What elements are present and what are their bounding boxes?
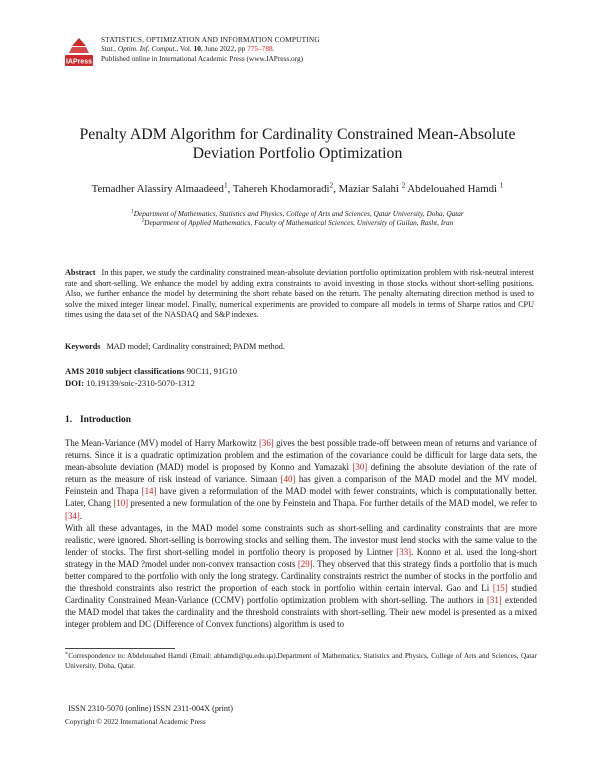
footnote: ∗Correspondence to: Abdelouahed Hamdi (Email: abhamdi@qu.edu.qa).Department of Mathematics, Statistics and Physics, College of Arts and Sciences, Qatar University, Doha, Qatar. [65, 651, 537, 670]
copyright-line: Copyright © 2022 International Academic Press [65, 717, 206, 726]
citation-link[interactable]: [34] [65, 510, 80, 521]
affiliation: $^2$Department of Applied Mathematics, Faculty of Mathematical Sciences, University of Guilan, Rasht, Iran [141, 218, 454, 227]
issn-line: ISSN 2310-5070 (online) ISSN 2311-004X (print) [68, 704, 234, 713]
section-heading: 1. Introduction [65, 415, 131, 425]
author-name: Temadher Alassiry Almaadeed [91, 183, 224, 195]
iapress-logo-icon [62, 37, 96, 69]
journal-info [101, 35, 320, 63]
author-name: Maziar Salahi [338, 183, 399, 195]
doi-line: DOI: 10.19139/soic-2310-5070-1312 [65, 378, 195, 388]
svg-text:IAPress: IAPress [65, 58, 93, 66]
citation-line: Stat., Optim. Inf. Comput., Vol. 10, June 2022, pp 775–788. [101, 44, 275, 54]
author-name: Tahereh Khodamoradi [232, 183, 330, 195]
abstract-label: Abstract [65, 268, 96, 277]
citation-link[interactable]: [10] [113, 498, 129, 509]
journal-header [62, 35, 542, 75]
doi-value[interactable]: 10.19139/soic-2310-5070-1312 [86, 378, 195, 388]
abstract-text: In this paper, we study the cardinality constrained mean-absolute deviation portfolio optimization problem with risk-neutral interest rate and short-selling. We enhance the model by adding extra constraints to avoid investing in those stocks without short-selling positions. Also, we further enhance the model by determining the short rebate based on the return. The penalty alternating direction method is used to solve the mixed integer linear model. Finally, numerical experiments are provided to compare all models in terms of Sharpe ratios and CPU times using the data set of the NASDAQ and S&P indexes. [65, 268, 534, 320]
citation-link[interactable]: [14] [141, 486, 157, 497]
keywords-text: MAD model; Cardinality constrained; PADM method. [106, 342, 285, 351]
citation-link[interactable]: [36] [258, 438, 274, 448]
affiliations [40, 209, 555, 227]
ams-line: AMS 2010 subject classifications 90C11, 91G10 [65, 366, 238, 376]
author-name: Abdelouahed Hamdi [407, 183, 498, 195]
pages-link[interactable]: 775–788. [247, 44, 275, 54]
citation-link[interactable]: [15] [492, 583, 508, 594]
published-line: Published online in International Academic Press (www.IAPress.org) [101, 53, 304, 63]
body-text [65, 437, 537, 631]
paragraph: The Mean-Variance (MV) model of Harry Markowitz [36] gives the best possible trade-off between mean of returns and variance of returns. Since it is a quadratic optimization problem and the estimation of the covariance could be difficult for large data sets, the mean-absolute deviation (MAD) model is proposed by Konno and Yamazaki [30] defining the absolute deviation of the rate of return as the measure of risk instead of variance. Simaan [40] has given a comparison of the MAD model and the MV model. Feinstein and Thapa [14] have given a reformulation of the MAD model with fewer constraints, which is computationally better. Later, Chang [10] presented a new formulation of the one by Feinstein and Thapa. For further details of the MAD model, we refer to [34]. [65, 438, 537, 521]
citation-link[interactable]: [29] [297, 558, 313, 569]
volume-number: 10 [193, 44, 201, 54]
abstract [65, 268, 534, 321]
paper-title: Penalty ADM Algorithm for Cardinality Constrained Mean-Absolute Deviation Portfolio Optimization [79, 126, 516, 162]
footnote-divider [65, 648, 175, 649]
keywords-label: Keywords [65, 342, 101, 351]
journal-name: STATISTICS, OPTIMIZATION AND INFORMATION COMPUTING [101, 35, 320, 44]
keywords [65, 342, 534, 351]
author-list: Temadher Alassiry Almaadeed$^1$, Tahereh Khodamoradi$^2$, Maziar Salahi $^2$ Abdelouahed Hamdi $^1$ [91, 180, 504, 195]
citation-link[interactable]: [31] [486, 595, 502, 606]
citation-link[interactable]: [40] [280, 474, 296, 485]
affiliation: $^1$Department of Mathematics, Statistics and Physics, College of Arts and Sciences, Qatar University, Doha, Qatar [131, 209, 464, 218]
citation-link[interactable]: [30] [352, 462, 368, 473]
classification-block [65, 365, 237, 389]
paragraph: With all these advantages, in the MAD model some constraints such as short-selling and cardinality constraints that are more realistic, were ignored. Short-selling is borrowing stocks and selling them. The investor must lend stocks with the same value to the lender of stocks. The first short-selling model in portfolio theory is proposed by Lintner [33]. Konno et al. used the long-short strategy in the MAD ?model under non-convex transaction costs [29]. They observed that this strategy finds a portfolio that is much better compared to the portfolio with only the long strategy. Cardinality constraints restrict the number of stocks in the portfolio and the threshold constraints also restrict the proportion of each stock in portfolio within certain interval. Gao and Li [15] studied Cardinality Constrained Mean-Variance (CCMV) portfolio optimization problem with short-selling. The authors in [31] extended the MAD model that takes the cardinality and the threshold constraints with short-selling. Their new model is presented as a mixed integer problem and DC (Difference of Convex functions) algorithm is used to [65, 522, 538, 630]
citation-link[interactable]: [33] [396, 546, 412, 557]
